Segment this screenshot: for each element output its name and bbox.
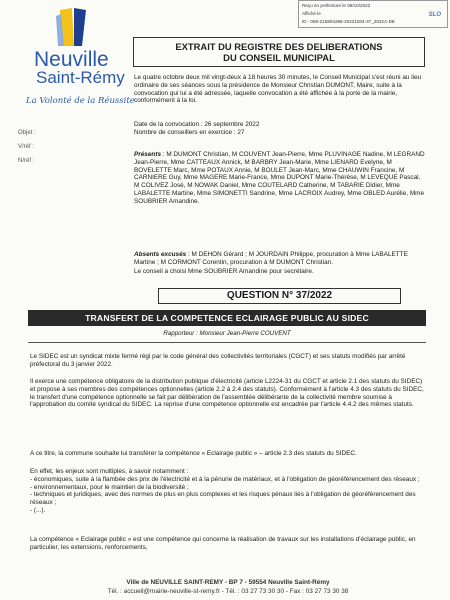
absent-label: Absents excusés [134, 251, 187, 258]
stakes-item: - techniques et juridiques, avec des normes de plus en plus complexes et les risques pénaux liés à l'obligation de géoréférencement des réseaux ; [30, 491, 416, 507]
page-footer [30, 578, 426, 596]
deliberation-title: TRANSFERT DE LA COMPETENCE ECLAIRAGE PUBLIC AU SIDEC [28, 310, 426, 326]
heading-line1: EXTRAIT DU REGISTRE DES DELIBERATIONS [175, 41, 383, 52]
present-list: : M DUMONT Christian, M COUVENT Jean-Pierre, Mme PLUVINAGE Nadine, M LEGRAND Jean-Pierre, Mme CATTEAUX Annick, M BARBRY Jean-Marie, Mme LIENARD Evelyne, M BOVELETTE Marc, Mme POTAUX Annie, M BOULET Jean-Marc, Mme CHAUWIN Francine, M CARNIERE Guy, Mme MAGERE Marie-France, Mme DUPONT Marie-Thérèse, M LEVEQUE Pascal, M COLIVEZ José, M NOWAK Daniel, Mme COUTELARD Catherine, M TABARIE Didier, Mme LABALETTE Martine, Mme SIMONETTI Sandrine, Mme LACROIX Audrey, Mme OBLED Aurélie, Mme SOUBRIER Amandine. [134, 151, 425, 205]
present-members [134, 151, 426, 206]
stamp-line-id: ID : 059-215904285-20221004-37_2022A-DE [302, 19, 395, 24]
secretary-note: Le conseil a choisi Mme SOUBRIER Amandine pour secrétaire. [134, 268, 314, 275]
prefecture-receipt-stamp [298, 0, 448, 28]
register-heading [133, 37, 425, 67]
paragraph-sidec: Le SIDEC est un syndicat mixte fermé régi par le code général des collectivités territoriales (CGCT) et ses statuts modifiés par arrêté préfectoral du 3 janvier 2022. [30, 353, 406, 368]
divider [28, 342, 426, 343]
town-logo [20, 6, 135, 136]
logo-slogan: La Volonté de la Réussite [26, 96, 135, 106]
stakes-item: - économiques, suite à la flambée des prix de l'électricité et à la pénurie de matériaux, et à l'obligation de géoréférencement des réseaux ; [30, 475, 420, 483]
question-number: QUESTION N° 37/2022 [158, 288, 401, 304]
paragraph-transfer: A ce titre, la commune souhaite lui transférer la compétence « Eclairage public » – article 2.3 des statuts du SIDEC. [30, 450, 357, 457]
label-your-ref: V/réf : [18, 144, 35, 150]
present-label: Présents [134, 151, 161, 158]
footer-address: Ville de NEUVILLE SAINT-REMY - BP 7 - 59554 Neuville Saint-Rémy [126, 579, 330, 586]
convocation-info [134, 121, 426, 137]
logo-name-line1: Neuville [34, 48, 109, 71]
label-object: Objet : [18, 130, 36, 136]
stakes-item: - environnementaux, pour le maintien de la biodiversité ; [30, 483, 189, 491]
stamp-line-received: Reçu en préfecture le 06/10/2022 [302, 3, 371, 8]
absent-list: : M DEHON Gérard ; M JOURDAIN Philippe, procuration à Mme LABALETTE Martine ; M CORMONT Corentin, procuration à M DUMONT Christian. [134, 251, 408, 266]
reporter: Rapporteur : Monsieur Jean-Pierre COUVENT [163, 330, 291, 337]
reference-labels [18, 126, 36, 168]
meeting-intro: Le quatre octobre deux mil vingt-deux à 18 heures 30 minutes, le Conseil Municipal s'est réuni au lieu ordinaire de ses séances sous la présidence de Monsieur Christian DUMONT, Maire, suite à la convocation qui lui a été adressée, laquelle convocation a été affichée à la porte de la mairie, conformément à la loi. [134, 74, 422, 105]
paragraph-competences: Il exerce une compétence obligatoire de la distribution publique d'électricité (article L2224-31 du CGCT et article 2.1 des statuts du SIDEC) et propose à ses membres des compétences optionnelles (article 2.2 à 2.4 des statuts). Conformément à l'article 4.3 des statuts du SIDEC, le transfert d'une compétence optionnelle se fait par délibération de l'assemblée délibérante de la collectivité membre soumise à l'approbation du comité syndical du SIDEC. La reprise d'une compétence optionnelle est encadrée par l'article 4.4.2 des mêmes statuts. [30, 378, 424, 409]
logo-name-line2: Saint-Rémy [36, 68, 125, 87]
paragraph-stakes [30, 468, 426, 515]
stakes-intro: En effet, les enjeux sont multiples, à savoir notamment : [30, 468, 189, 475]
convocation-date: Date de la convocation : 26 septembre 2022 [134, 121, 260, 128]
footer-contact: Tél. : accueil@mairie-neuville-st-remy.fr - Tél. : 03 27 73 30 30 - Fax : 03 27 73 30 38 [107, 588, 349, 595]
stakes-item: - (...). [30, 506, 46, 514]
heading-line2: DU CONSEIL MUNICIPAL [223, 52, 335, 63]
label-our-ref: N/réf : [18, 158, 35, 164]
stamp-badge: SLO [428, 12, 441, 18]
absent-members [134, 251, 426, 267]
members-count: Nombre de conseillers en exercice : 27 [134, 128, 245, 136]
paragraph-competence-definition: La compétence « Eclairage public » est une compétence qui concerne la réalisation de travaux sur les installations d'éclairage public, en particulier, les extensions, renforcements, [30, 536, 416, 551]
stamp-line-posted: Affiché le [302, 11, 321, 16]
